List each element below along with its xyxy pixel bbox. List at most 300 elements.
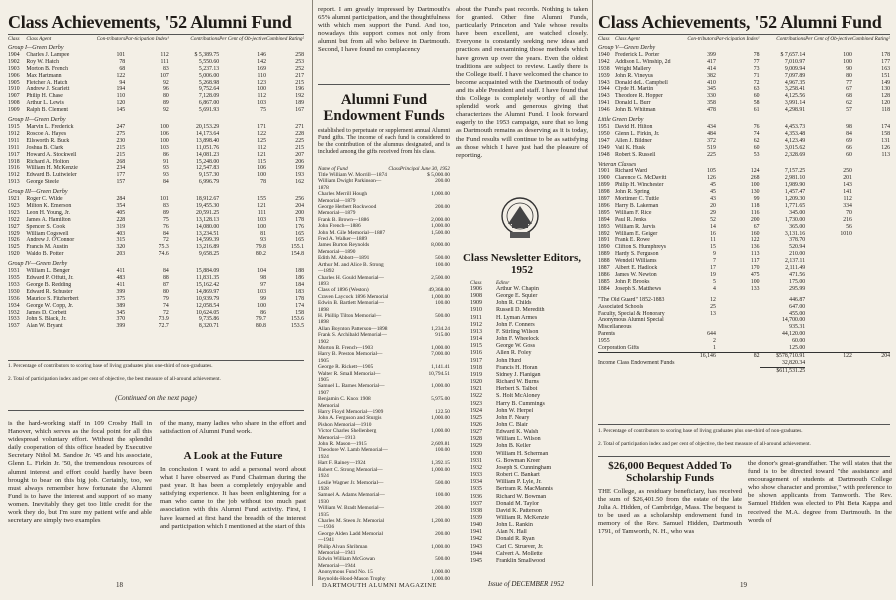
editor-cell: 1915 — [470, 343, 482, 350]
table-cell: 7 — [712, 258, 716, 265]
column-header: Class — [598, 36, 610, 42]
table-cell: 1948 — [598, 151, 610, 158]
table-row — [598, 80, 890, 87]
table-cell: 171 — [257, 123, 266, 130]
table-cell: 1886 — [598, 272, 610, 278]
left-folio: 18 — [116, 581, 123, 589]
table-cell: 2,981.10 — [784, 175, 806, 182]
table-cell: 8,320.71 — [198, 323, 220, 330]
editor-cell: Sidney J. Flanigan — [496, 371, 541, 378]
table-cell: 101 — [116, 51, 126, 58]
table-cell: 155.1 — [290, 244, 304, 251]
table-row — [598, 168, 890, 175]
editor-row — [470, 494, 582, 501]
table-cell: 483 — [116, 275, 126, 281]
table-cell: 45 — [710, 189, 716, 196]
endowment-cell: $ 5,000.00 — [427, 172, 450, 178]
editor-cell: 1939 — [470, 515, 482, 521]
table-cell: 258 — [295, 51, 304, 58]
table-cell: 15,248.00 — [195, 158, 220, 165]
endowment-row — [318, 492, 450, 505]
editor-cell: 1943 — [470, 543, 482, 550]
misc-label: Parents — [598, 331, 616, 338]
endowment-cell: 1,000.00 — [431, 191, 450, 198]
table-cell: 52 — [710, 216, 716, 223]
endowment-cell — [388, 518, 400, 531]
table-cell: 215 — [116, 151, 126, 158]
group-label: Group V—Green Derby — [598, 45, 656, 51]
table-cell: 1933 — [8, 316, 20, 323]
table-cell — [805, 251, 852, 258]
table-cell: 76 — [753, 123, 760, 130]
editor-cell: John Hurd — [496, 357, 522, 364]
table-cell: William H. McKenzie — [26, 165, 78, 172]
endowment-row — [318, 383, 450, 396]
table-cell: 149 — [881, 79, 890, 86]
table-cell: $ 7,657.14 — [780, 51, 806, 58]
table-cell — [852, 265, 890, 272]
table-cell: 11 — [710, 237, 716, 244]
table-cell: 17 — [710, 265, 716, 272]
table-cell: Ellsworth R. Buck — [26, 137, 70, 144]
table-cell: 411 — [116, 268, 126, 275]
endowment-cell: 1,000.00 — [431, 383, 450, 390]
table-cell: 142 — [257, 58, 266, 65]
misc-label: Associated Schools — [598, 303, 644, 310]
table-cell: 228 — [295, 130, 304, 137]
editor-row — [470, 486, 582, 493]
table-cell: 124 — [750, 168, 760, 175]
table-cell: Howard A. Stockwell — [26, 151, 77, 158]
table-cell: 126 — [707, 175, 716, 182]
table-cell: 91 — [163, 158, 169, 165]
endowment-cell: John A. Ferguson and Sturgis Pishon Memorial—1910 — [318, 415, 382, 428]
editor-row — [470, 529, 582, 536]
column-header: Contributions — [190, 36, 220, 42]
table-cell: 1 — [712, 345, 716, 352]
endowment-row — [318, 262, 450, 275]
table-cell: 253 — [295, 58, 304, 65]
table-cell: 4,125.56 — [784, 93, 806, 100]
editor-cell: William L. Wilson — [496, 436, 541, 443]
editor-cell: 1935 — [470, 486, 482, 493]
editor-row — [470, 401, 582, 408]
endowment-row — [318, 531, 450, 544]
table-cell: 10,624.05 — [195, 309, 220, 316]
table-row — [8, 138, 304, 145]
endowment-column-header: Principal June 30, 1952 — [399, 166, 450, 172]
table-cell: 118 — [881, 107, 890, 114]
endowment-cell: 2,500.00 — [431, 274, 450, 281]
table-cell: 158 — [881, 130, 890, 137]
future-heading: A Look at the Future — [183, 450, 283, 462]
table-cell: Albert E. Hadlock — [614, 265, 658, 272]
endowment-cell: Charles M. Steen Jr. Memorial—1936 — [318, 517, 385, 531]
table-cell: 5,268.98 — [198, 79, 220, 86]
editor-cell: 1934 — [470, 479, 482, 486]
editor-row — [470, 522, 582, 529]
table-row — [8, 251, 304, 258]
group-label: Group IV—Green Derby — [8, 261, 68, 268]
table-cell: 87 — [163, 281, 169, 288]
endowment-cell: Harry Floyd Memorial—1909 — [318, 409, 384, 416]
endowment-cell — [388, 415, 400, 428]
table-cell — [852, 182, 890, 189]
column-header: Par-ticipation Index¹ — [715, 36, 760, 42]
table-cell: 13,128.13 — [195, 216, 220, 223]
editor-cell: 1910 — [470, 307, 482, 314]
table-cell: 57 — [846, 107, 852, 114]
table-row — [8, 179, 304, 186]
table-cell: 189 — [295, 100, 304, 107]
table-cell: 72 — [753, 79, 760, 86]
table-cell — [805, 279, 852, 286]
table-cell: Clyde H. Martin — [614, 86, 654, 93]
table-cell: 160 — [750, 230, 760, 237]
table-cell: 1923 — [8, 209, 20, 216]
table-cell: 62 — [753, 137, 760, 144]
table-cell: 519 — [707, 144, 716, 151]
col2-text: of the many, many ladies who share in the effort and satisfaction of Alumni Fund work. — [160, 420, 306, 436]
table-cell: 1918 — [8, 158, 20, 165]
editor-cell: 1916 — [470, 350, 482, 357]
table-cell: 68 — [119, 65, 126, 72]
table-cell — [805, 317, 852, 324]
table-row — [8, 80, 304, 87]
table-cell: 110 — [116, 93, 126, 100]
endowment-cell — [388, 371, 400, 384]
table-cell: 131 — [881, 137, 890, 144]
table-row — [598, 196, 890, 203]
totals-row — [598, 352, 890, 359]
editor-cell: H. Lyman Armes — [496, 314, 538, 321]
editor-cell: 1936 — [470, 493, 482, 500]
editor-row — [470, 286, 582, 293]
group-label: Group III—Green Derby — [8, 189, 68, 196]
grand-total: $611,531.25 — [760, 367, 806, 374]
table-cell: 1889 — [598, 251, 610, 258]
table-cell: 6,996.79 — [198, 179, 220, 186]
editor-cell: 1945 — [470, 557, 482, 564]
endowment-cell: James Burton Reynolds Memorial—1890 — [318, 242, 370, 255]
table-cell: 1934 — [8, 302, 20, 309]
misc-row — [598, 324, 890, 331]
editor-cell: 1919 — [470, 371, 482, 378]
table-cell: 157 — [116, 179, 126, 186]
endowment-cell: Charles H. Gould Memorial—1893 — [318, 274, 384, 287]
editor-cell: 1944 — [470, 550, 482, 557]
col1-text: is the hard-working staff in 109 Crosby Hall in Hanover, which serves as the focal point for all this widespread voluntary effort. Without the splendid daily cooperation of this office headed by Executive Secretary Niñol M. Sandoe Jr. '45 and his associate, Glenn L. Firkin Jr. '50, the tremendous resources of alumni interest and effort could hardly have been brought to bear on this big job. Certainly, too, we must always remember how fortunate the Alumni Fund is to have the interest and support of so many women. Inevitably they get too little credit for the work they do, but I'm sure my patient wife and able secretary are simply two examples — [8, 420, 152, 525]
right-page-title: Class Achievements, '52 Alumni Fund — [598, 12, 882, 32]
group-row — [598, 159, 890, 169]
endowment-cell: 5,975.00 — [431, 396, 450, 403]
column-header: Combined Rating² — [265, 36, 304, 42]
table-cell: 176 — [295, 223, 304, 230]
table-cell: 14,869.97 — [195, 288, 220, 295]
table-cell: 117 — [751, 258, 760, 265]
grand-total-pad — [598, 367, 760, 374]
endowment-row — [318, 518, 450, 531]
endowment-cell: Frank B. Brown—1886 — [318, 216, 370, 223]
table-cell: 103 — [257, 288, 266, 295]
table-cell: 106 — [160, 130, 169, 137]
table-cell: 3,131.16 — [784, 230, 806, 237]
endowment-cell: Victor Charles Shellenberg Memorial—1913 — [318, 428, 377, 441]
endowment-cell — [388, 313, 400, 326]
table-cell: 370 — [116, 316, 126, 323]
col3-text: report. I am greatly impressed by Dartmouth's 65% alumni participation, and the thoughtfulness with which men support the Fund. And too, nowadays this support comes not only from alumni but from all who believe in Dartmouth. Second, I have found no complacency — [318, 6, 450, 54]
table-cell: 1911 — [8, 137, 20, 144]
endowment-cell: Reynolds-Hood-Mason Trophy — [318, 575, 386, 582]
editor-row — [470, 343, 582, 350]
column-header: Combined Rating² — [851, 36, 890, 42]
table-cell: 19 — [710, 272, 716, 278]
endowment-cell: Fred A. Walker—1889 — [318, 236, 368, 243]
misc-label: 1955 — [598, 338, 610, 345]
table-cell: 475 — [750, 272, 760, 278]
column-header: Par-ticipation Index¹ — [125, 36, 169, 42]
table-cell — [852, 175, 890, 182]
table-cell: 73 — [753, 65, 760, 72]
endowment-cell: Edwin B. Bartlett Memorial—1898 — [318, 300, 384, 313]
table-cell: 196 — [295, 86, 304, 93]
endowment-cell: Morton B. French—1903 — [318, 344, 373, 351]
table-cell: 188 — [295, 268, 304, 275]
table-cell: 14,081.23 — [195, 151, 220, 158]
table-row — [598, 217, 890, 224]
table-cell: 215 — [295, 144, 304, 151]
editor-row — [470, 544, 582, 551]
table-cell: 80 — [163, 288, 169, 295]
table-row — [598, 210, 890, 217]
group-row — [8, 42, 304, 52]
table-cell: Donald deL. Campbell — [614, 79, 668, 86]
table-cell: 484 — [707, 130, 716, 137]
table-cell — [852, 210, 890, 217]
editor-row — [470, 307, 582, 314]
table-cell — [852, 297, 890, 304]
table-cell: 99 — [753, 196, 760, 203]
editor-cell: 1914 — [470, 336, 482, 343]
table-cell: 178 — [295, 216, 304, 223]
endowment-cell: Theodore W. Lamb Memorial—1924 — [318, 447, 388, 460]
group-label: Veteran Classes — [598, 161, 637, 168]
table-cell: 53 — [753, 151, 760, 158]
misc-label: Miscellaneous — [598, 324, 632, 331]
table-cell: 11,051.76 — [196, 144, 220, 151]
table-row — [8, 172, 304, 179]
table-row — [598, 52, 890, 59]
editor-row — [470, 350, 582, 357]
table-cell: 193 — [295, 172, 304, 179]
table-cell: 112 — [843, 196, 852, 203]
table-cell: 133 — [750, 285, 760, 292]
endowment-cell: William W. Bradt Memorial—1935 — [318, 505, 384, 518]
editor-cell: Donald R. Ryan — [496, 536, 535, 543]
table-cell: 417 — [707, 58, 716, 65]
table-cell: 20 — [710, 202, 716, 209]
table-cell: 121 — [257, 151, 266, 158]
table-cell: 9,658.25 — [198, 251, 220, 258]
table-cell: 123 — [257, 79, 266, 86]
table-cell: 358 — [707, 100, 716, 107]
editor-row — [470, 429, 582, 436]
table-cell: Donald L. Burr — [614, 100, 651, 107]
table-cell: 67 — [846, 86, 852, 93]
group-row — [8, 258, 304, 268]
table-cell — [805, 286, 852, 293]
table-cell — [716, 331, 760, 338]
table-cell: 1896 — [598, 202, 610, 209]
table-cell — [805, 237, 852, 244]
table-row — [8, 165, 304, 172]
editor-cell: Edward K. Walsh — [496, 429, 539, 436]
table-cell — [852, 331, 890, 338]
table-cell — [805, 338, 852, 345]
table-cell: 399 — [116, 288, 126, 295]
table-cell: Morton B. French — [26, 65, 69, 72]
table-cell: 61 — [753, 107, 760, 114]
table-cell: Fletcher A. Hatch — [26, 79, 68, 86]
table-row — [598, 152, 890, 159]
bequest-paragraph-1: THE College, as residuary beneficiary, has received the sum of $26,401.50 from the estate of the late Julia A. Hidden, of Cambridge, Mass. The bequest is to be used as a scholarship endowment fund in memory of the Rev. Samuel Hidden, Dartmouth 1791, of Tamworth, N. H., who was — [598, 488, 742, 536]
editor-cell: Robert C. Bankart — [496, 472, 540, 479]
table-cell: Addison L. Winship, 2d — [614, 58, 671, 65]
editor-cell: 1929 — [470, 443, 482, 450]
table-cell: 79.7 — [255, 316, 266, 323]
endowment-row — [318, 447, 450, 460]
table-cell: 1912 — [8, 130, 20, 137]
endowment-row — [318, 505, 450, 518]
table-row — [8, 224, 304, 231]
table-row — [8, 203, 304, 210]
table-cell: 100 — [160, 123, 169, 130]
editor-cell: 1917 — [470, 357, 482, 364]
table-cell: 1893 — [598, 223, 610, 230]
table-cell: 174 — [295, 302, 304, 309]
endowment-cell: 200.00 — [435, 178, 450, 185]
table-cell: 1951 — [598, 123, 610, 130]
table-row — [8, 100, 304, 107]
table-cell: 113 — [881, 151, 890, 158]
table-cell: 74.6 — [158, 251, 169, 258]
table-cell: 98 — [846, 123, 852, 130]
editor-row — [470, 472, 582, 479]
table-cell: Roger C. Wilde — [26, 196, 63, 203]
endowment-cell — [388, 191, 400, 204]
table-cell: 163 — [881, 65, 890, 72]
table-cell: Edward R. Schuster — [26, 288, 73, 295]
table-cell: 1010 — [840, 230, 852, 237]
editor-row — [470, 451, 582, 458]
table-cell: 9,157.30 — [198, 172, 220, 179]
endowment-cell: 10,794.51 — [428, 370, 450, 377]
col4-text: about the Fund's past records. Nothing is taken for granted. Other fine Alumni Funds, particularly Princeton and Yale whose results have been excellent, are watched closely. Everyone is constantly seeking new ideas and practices and reexamining those methods which have grown up over the years. Even the oldest traditions are subject to review. Lastly there is the College itself. I have welcomed the chance to become acquainted with the Dartmouth of today and its able President and staff. I have found that this College is completely worthy of all the splendid work and generous giving that characterizes the Alumni Fund. I look forward eagerly to the 1953 campaign, sure that so long as Dartmouth remains as deserving as it is today, the Fund results will continue to be as satisfying as those which I have just had the pleasure of reporting. — [456, 6, 588, 159]
grand-total-row — [598, 367, 890, 374]
editor-cell: John F. Neary — [496, 414, 530, 421]
editor-cell: 1941 — [470, 529, 482, 536]
editor-cell: Alan N. Hall — [496, 529, 527, 536]
table-cell — [805, 360, 852, 367]
table-cell: Joshua B. Clark — [26, 144, 64, 151]
endowment-cell: George R. Rickett—1905 — [318, 364, 374, 371]
endowment-cell — [388, 204, 400, 217]
endowment-column-header: Class — [388, 166, 400, 172]
editor-cell: 1920 — [470, 379, 482, 386]
table-cell: 143 — [843, 182, 852, 189]
table-cell: 1931 — [8, 268, 20, 275]
table-cell — [805, 244, 852, 251]
table-cell: 88 — [163, 275, 169, 281]
editor-row — [470, 479, 582, 486]
table-cell: 1942 — [598, 58, 610, 65]
table-cell — [805, 311, 852, 318]
table-cell: 126 — [881, 144, 890, 151]
editor-cell: 1923 — [470, 400, 482, 407]
table-cell: 1929 — [8, 230, 20, 237]
table-cell: 225 — [707, 151, 716, 158]
table-row — [598, 279, 890, 286]
table-row — [8, 66, 304, 73]
table-cell: 399 — [116, 323, 126, 330]
table-cell: 1905 — [8, 79, 20, 86]
table-cell: William F. Rice — [614, 209, 652, 216]
newsletter-editors-table — [470, 280, 582, 565]
table-cell — [805, 324, 852, 331]
table-cell: 10,939.79 — [195, 295, 220, 302]
editor-cell: 1933 — [470, 472, 482, 479]
table-cell: Theodore R. Hopper — [614, 93, 663, 100]
endowment-cell: 1,000.00 — [431, 293, 450, 300]
table-cell: 644 — [707, 331, 716, 338]
table-cell — [852, 345, 890, 352]
table-cell: Spencer S. Cook — [26, 223, 66, 230]
editor-cell: 1913 — [470, 328, 482, 335]
table-cell: John S. Black, Jr. — [26, 316, 67, 323]
endowment-cell: 500.00 — [435, 312, 450, 319]
table-cell: 75 — [163, 216, 169, 223]
table-cell: Francis M. Austin — [26, 244, 69, 251]
endowment-row — [318, 300, 450, 313]
editor-cell: 1932 — [470, 464, 482, 471]
table-row — [598, 265, 890, 272]
editor-cell: David K. Patterson — [496, 507, 542, 514]
table-cell: 1935 — [8, 275, 20, 281]
table-cell — [852, 317, 890, 324]
endowment-cell: 1,000.00 — [431, 466, 450, 473]
table-cell: 13,234.51 — [195, 230, 220, 237]
table-row — [598, 86, 890, 93]
table-cell: 228 — [116, 216, 126, 223]
table-cell: 76 — [163, 223, 169, 230]
table-row — [598, 286, 890, 293]
endowment-cell — [388, 262, 400, 275]
editor-cell: Bertram R. MacMannis — [496, 486, 553, 493]
editor-row — [470, 465, 582, 472]
editor-cell: F. Stirling Wilson — [496, 328, 539, 335]
table-cell — [852, 286, 890, 293]
table-cell — [716, 345, 760, 352]
table-cell: 94 — [119, 79, 126, 86]
table-cell: 72.7 — [158, 323, 169, 330]
editor-cell: 1909 — [470, 300, 482, 307]
table-cell: 170 — [750, 265, 760, 272]
table-cell: 1,209.30 — [784, 196, 806, 203]
table-cell: 1904 — [8, 51, 20, 58]
table-cell: Richard Ward — [614, 168, 648, 175]
endowment-cell: Hart F. Rainey—1924 — [318, 460, 366, 467]
table-cell: 116 — [751, 209, 760, 216]
